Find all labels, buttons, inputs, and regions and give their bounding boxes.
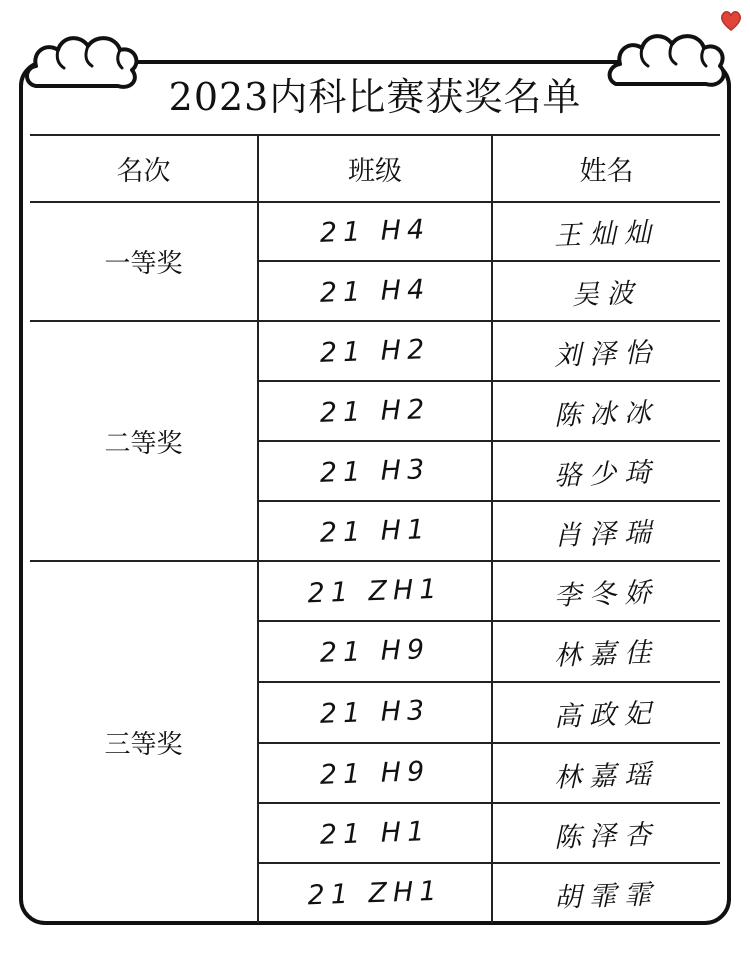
class-cell: 21 H9 <box>319 755 431 791</box>
class-cell: 21 H2 <box>319 333 431 369</box>
rank-first-prize: 一等奖 <box>104 249 183 279</box>
name-cell: 肖泽瑞 <box>553 516 660 552</box>
name-cell: 林嘉瑶 <box>553 758 660 794</box>
name-cell: 王灿灿 <box>553 217 660 252</box>
name-cell: 吴波 <box>571 277 643 311</box>
class-cell: 21 H1 <box>319 815 431 851</box>
heart-icon <box>718 8 744 34</box>
header-name: 姓名 <box>579 156 634 187</box>
name-cell: 林嘉佳 <box>553 637 660 672</box>
class-cell: 21 H4 <box>319 214 431 249</box>
name-cell: 骆少琦 <box>553 456 660 492</box>
header-class: 班级 <box>348 156 402 187</box>
class-cell: 21 H9 <box>319 634 431 669</box>
rank-second-prize: 二等奖 <box>104 428 183 459</box>
class-cell: 21 H1 <box>319 513 431 549</box>
name-cell: 高政妃 <box>553 698 660 733</box>
class-cell: 21 ZH1 <box>307 875 443 911</box>
header-rank: 名次 <box>116 156 171 187</box>
name-cell: 胡霏霏 <box>553 878 660 914</box>
class-cell: 21 H2 <box>319 393 431 429</box>
class-cell: 21 H3 <box>319 695 431 730</box>
class-cell: 21 H3 <box>319 453 431 489</box>
name-cell: 刘泽怡 <box>553 336 660 372</box>
name-cell: 陈泽杏 <box>553 818 660 854</box>
page-title: 2023内科比赛获奖名单 <box>168 75 582 119</box>
name-cell: 陈冰冰 <box>553 396 660 432</box>
name-cell: 李冬娇 <box>553 576 660 612</box>
rank-third-prize: 三等奖 <box>104 730 183 760</box>
class-cell: 21 H4 <box>319 273 431 309</box>
class-cell: 21 ZH1 <box>307 573 443 609</box>
